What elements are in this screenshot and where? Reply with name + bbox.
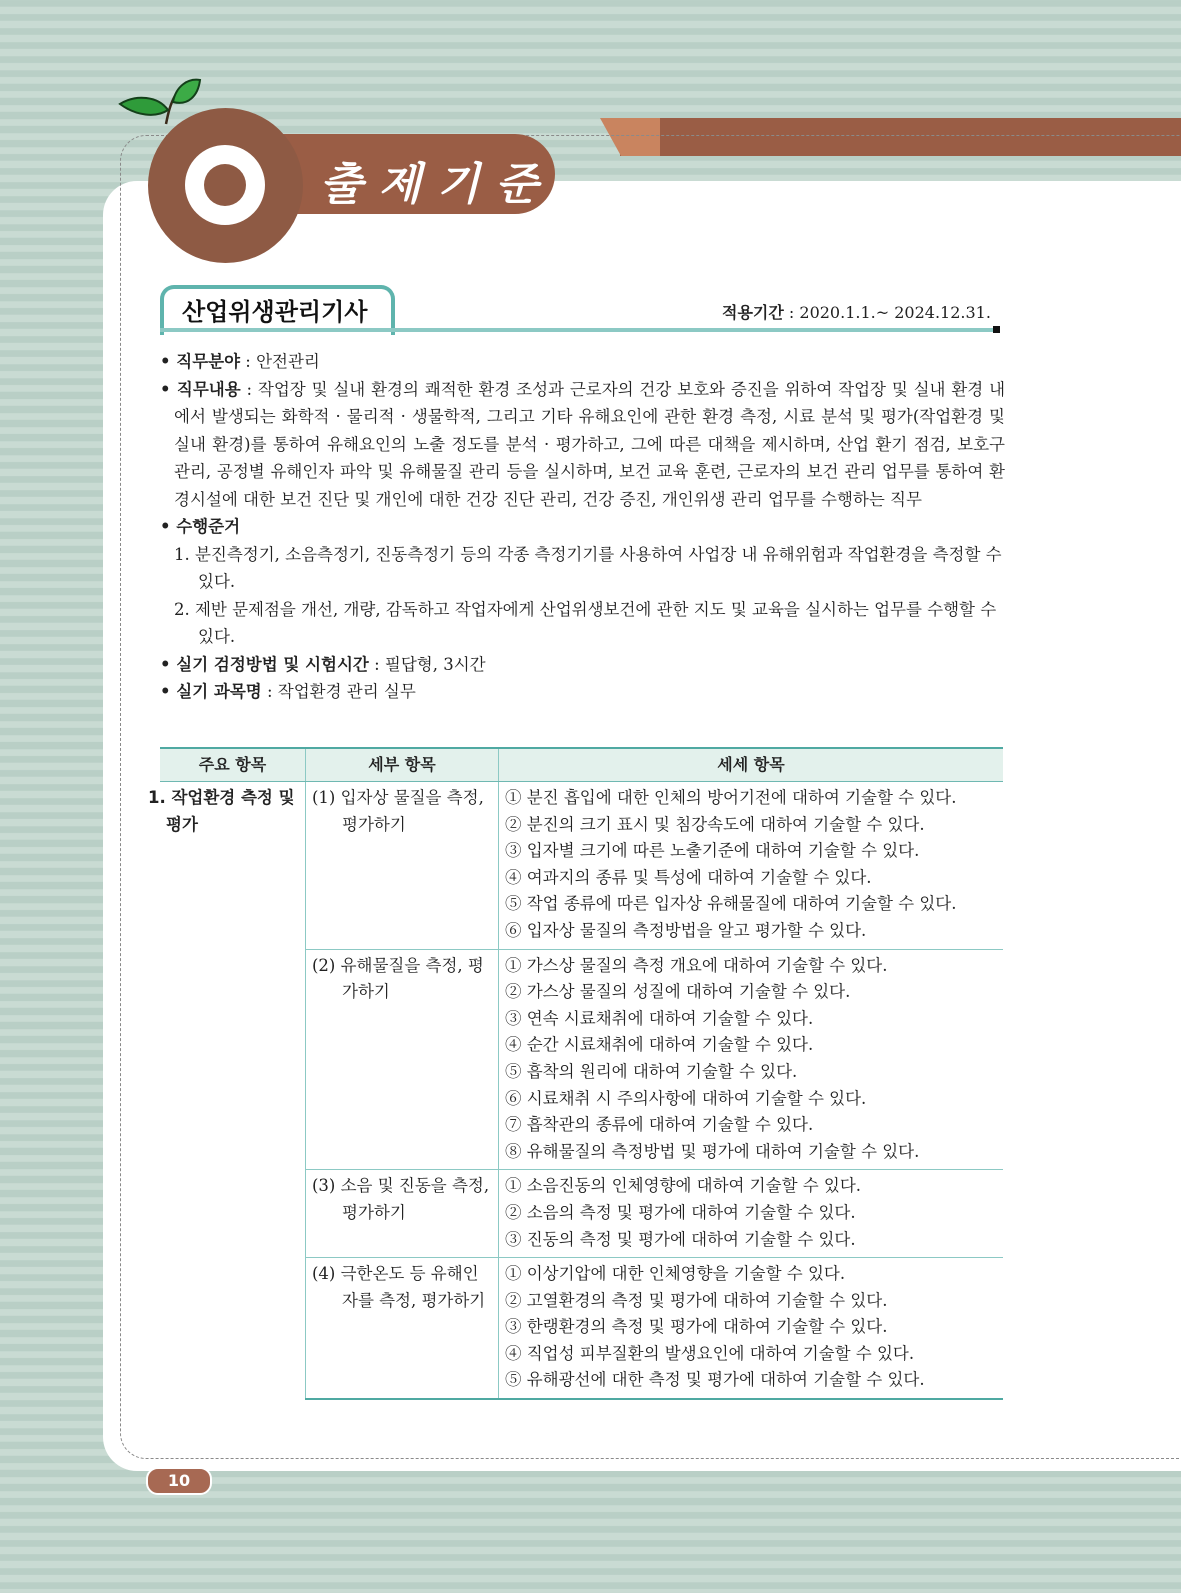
- detail-item: ③ 한랭환경의 측정 및 평가에 대하여 기술할 수 있다.: [505, 1317, 888, 1337]
- header-main-item: 주요 항목: [160, 748, 306, 782]
- detail-item: ④ 순간 시료채취에 대하여 기술할 수 있다.: [505, 1035, 814, 1055]
- period-label: 적용기간: [722, 303, 784, 322]
- job-content-label: • 직무내용: [160, 379, 241, 399]
- page-title: 출제기준: [320, 159, 555, 210]
- performance-standard: [160, 513, 1005, 541]
- sub-item-cell: [306, 1170, 499, 1258]
- leaf-icon: [118, 76, 208, 136]
- exam-subject-label: • 실기 과목명: [160, 682, 262, 701]
- sub-item-cell: [306, 782, 499, 950]
- detail-item: ② 분진의 크기 표시 및 침강속도에 대하여 기술할 수 있다.: [505, 814, 925, 834]
- detail-item: ⑧ 유해물질의 측정방법 및 평가에 대하여 기술할 수 있다.: [505, 1141, 920, 1161]
- job-content: [160, 376, 1005, 514]
- table-row: [160, 782, 1003, 950]
- detail-cell: [499, 949, 1004, 1170]
- job-content-value: : 작업장 및 실내 환경의 쾌적한 환경 조성과 근로자의 건강 보호와 증진을 위하여 작업장 및 실내 환경 내에서 발생되는 화학적 · 물리적 · 생물학적, 그리고 기타 유해요인에 관한 환경 측정, 시료 분석 및 평가(작업환경 및 실내 환경)를 통하여 유해요인의 노출 정도를 분석 · 평가하고, 그에 따른 대책을 제시하며, 산업 환기 점검, 보호구 관리, 공정별 유해인자 파악 및 유해물질 관리 등을 실시하며, 보건 교육 훈련, 근로자의 보건 관리 업무를 통하여 환경시설에 대한 보건 진단 및 개인에 대한 건강 진단 관리, 건강 증진, 개인위생 관리 업무를 수행하는 직무: [174, 379, 1006, 509]
- applicable-period: [722, 300, 991, 323]
- detail-item: ② 가스상 물질의 성질에 대하여 기술할 수 있다.: [505, 982, 851, 1002]
- exam-subject: [160, 678, 1005, 706]
- detail-cell: [499, 1258, 1004, 1399]
- table-header-row: [160, 748, 1003, 782]
- sub-item: (2) 유해물질을 측정, 평가하기: [312, 955, 484, 1002]
- job-field-value: : 안전관리: [240, 352, 320, 371]
- detail-item: ① 이상기압에 대한 인체영향을 기술할 수 있다.: [505, 1264, 846, 1284]
- detail-item: ① 가스상 물질의 측정 개요에 대하여 기술할 수 있다.: [505, 955, 888, 975]
- detail-item: ⑥ 시료채취 시 주의사항에 대하여 기술할 수 있다.: [505, 1088, 867, 1108]
- detail-item: ⑤ 흡착의 원리에 대하여 기술할 수 있다.: [505, 1061, 798, 1081]
- exam-name: 산업위생관리기사: [182, 298, 368, 326]
- detail-item: ④ 직업성 피부질환의 발생요인에 대하여 기술할 수 있다.: [505, 1343, 915, 1363]
- detail-item: ⑤ 작업 종류에 따른 입자상 유해물질에 대하여 기술할 수 있다.: [505, 894, 957, 914]
- exam-method-value: : 필답형, 3시간: [368, 654, 486, 674]
- sub-item: (4) 극한온도 등 유해인자를 측정, 평가하기: [312, 1264, 486, 1310]
- exam-subject-value: : 작업환경 관리 실무: [261, 682, 416, 701]
- standard-item-1: 1. 분진측정기, 소음측정기, 진동측정기 등의 각종 측정기기를 사용하여 사업장 내 유해위험과 작업환경을 측정할 수 있다.: [174, 544, 1002, 591]
- exam-method: [160, 651, 1005, 679]
- detail-item: ② 고열환경의 측정 및 평가에 대하여 기술할 수 있다.: [505, 1290, 888, 1310]
- detail-item: ③ 연속 시료채취에 대하여 기술할 수 있다.: [505, 1008, 814, 1028]
- sub-item: (1) 입자상 물질을 측정, 평가하기: [312, 788, 484, 834]
- sub-item-cell: [306, 949, 499, 1170]
- detail-item: ② 소음의 측정 및 평가에 대하여 기술할 수 있다.: [505, 1202, 856, 1222]
- main-item-cell: 1. 작업환경 측정 및 평가: [160, 782, 306, 1400]
- period-value: : 2020.1.1.~ 2024.12.31.: [783, 303, 991, 322]
- criteria-table: [148, 747, 1003, 1400]
- heading-line-end: [993, 326, 1000, 333]
- job-info: [160, 348, 1005, 706]
- detail-item: ④ 여과지의 종류 및 특성에 대하여 기술할 수 있다.: [505, 867, 872, 887]
- detail-item: ⑤ 유해광선에 대한 측정 및 평가에 대하여 기술할 수 있다.: [505, 1370, 925, 1390]
- performance-standard-label: • 수행준거: [160, 517, 241, 536]
- page-number: 10: [146, 1467, 212, 1495]
- detail-item: ① 소음진동의 인체영향에 대하여 기술할 수 있다.: [505, 1176, 862, 1196]
- detail-item: ③ 입자별 크기에 따른 노출기준에 대하여 기술할 수 있다.: [505, 841, 920, 861]
- detail-cell: [499, 782, 1004, 950]
- detail-item: ③ 진동의 측정 및 평가에 대하여 기술할 수 있다.: [505, 1229, 856, 1249]
- detail-item: ① 분진 흡입에 대한 인체의 방어기전에 대하여 기술할 수 있다.: [505, 788, 957, 807]
- standard-item-2: 2. 제반 문제점을 개선, 개량, 감독하고 작업자에게 산업위생보건에 관한 지도 및 교육을 실시하는 업무를 수행할 수 있다.: [174, 599, 997, 646]
- sub-item-cell: [306, 1258, 499, 1399]
- sub-item: (3) 소음 및 진동을 측정, 평가하기: [312, 1176, 490, 1222]
- circle-dot: [204, 164, 246, 206]
- job-field: [160, 348, 1005, 376]
- detail-item: ⑦ 흡착관의 종류에 대하여 기술할 수 있다.: [505, 1115, 814, 1135]
- header-detail-item: 세세 항목: [499, 748, 1004, 782]
- exam-method-label: • 실기 검정방법 및 시험시간: [160, 654, 369, 674]
- detail-item: ⑥ 입자상 물질의 측정방법을 알고 평가할 수 있다.: [505, 920, 867, 940]
- job-field-label: • 직무분야: [160, 352, 241, 371]
- header-sub-item: 세부 항목: [306, 748, 499, 782]
- detail-cell: [499, 1170, 1004, 1258]
- heading-underline: [160, 328, 1000, 332]
